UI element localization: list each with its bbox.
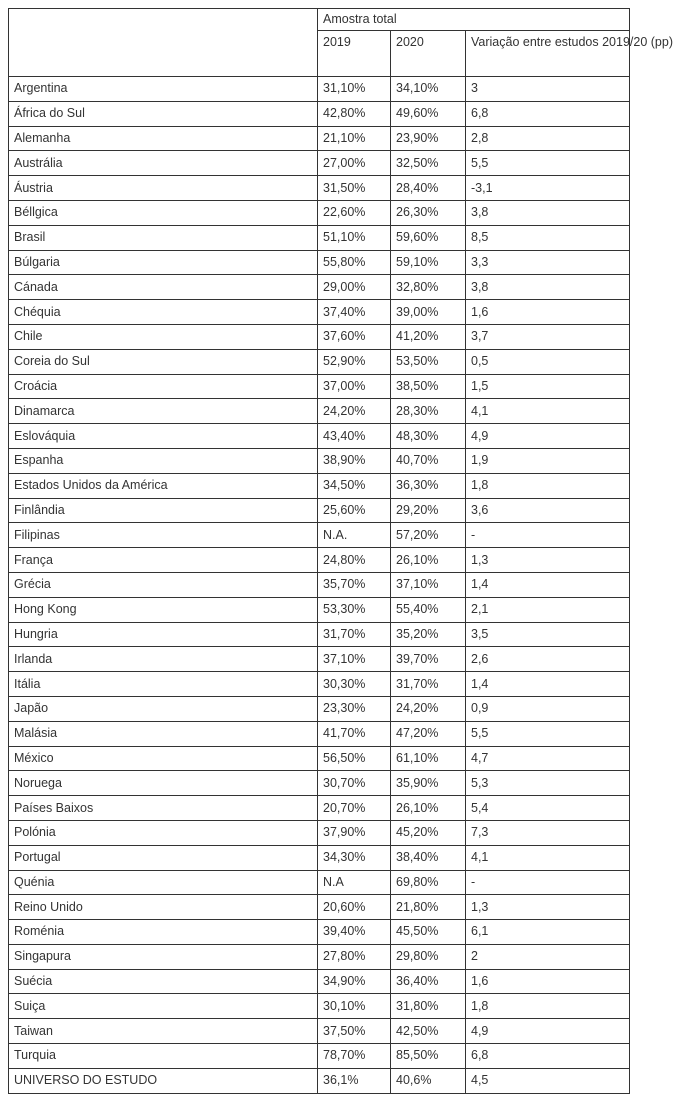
table-row xyxy=(9,548,630,573)
country-cell: Hungria xyxy=(9,622,318,647)
value-2020-cell: 29,80% xyxy=(391,944,466,969)
variation-cell: 3,7 xyxy=(466,324,630,349)
value-2019-cell: 30,70% xyxy=(318,771,391,796)
value-2019-cell: 31,10% xyxy=(318,77,391,102)
table-row xyxy=(9,151,630,176)
value-2019-cell: 55,80% xyxy=(318,250,391,275)
variation-cell: 3,6 xyxy=(466,498,630,523)
variation-cell: 2 xyxy=(466,944,630,969)
value-2019-cell: N.A. xyxy=(318,523,391,548)
variation-cell: 3 xyxy=(466,77,630,102)
value-2019-cell: 21,10% xyxy=(318,126,391,151)
value-2019-cell: 53,30% xyxy=(318,597,391,622)
value-2020-cell: 85,50% xyxy=(391,1044,466,1069)
country-cell: Brasil xyxy=(9,225,318,250)
variation-cell: 2,6 xyxy=(466,647,630,672)
value-2020-cell: 26,10% xyxy=(391,796,466,821)
value-2019-cell: 41,70% xyxy=(318,721,391,746)
value-2020-cell: 59,10% xyxy=(391,250,466,275)
table-row xyxy=(9,622,630,647)
table-row xyxy=(9,176,630,201)
country-cell: França xyxy=(9,548,318,573)
value-2019-cell: 37,50% xyxy=(318,1019,391,1044)
value-2019-cell: 56,50% xyxy=(318,746,391,771)
value-2020-cell: 32,50% xyxy=(391,151,466,176)
value-2019-cell: 43,40% xyxy=(318,424,391,449)
value-2019-cell: 31,50% xyxy=(318,176,391,201)
value-2019-cell: 39,40% xyxy=(318,920,391,945)
value-2020-cell: 69,80% xyxy=(391,870,466,895)
value-2020-cell: 53,50% xyxy=(391,349,466,374)
value-2019-cell: 29,00% xyxy=(318,275,391,300)
table-row xyxy=(9,771,630,796)
value-2020-cell: 49,60% xyxy=(391,101,466,126)
country-cell: Noruega xyxy=(9,771,318,796)
country-cell: Turquia xyxy=(9,1044,318,1069)
country-cell: Coreia do Sul xyxy=(9,349,318,374)
value-2020-cell: 39,00% xyxy=(391,300,466,325)
value-2020-cell: 26,30% xyxy=(391,200,466,225)
country-cell: Dinamarca xyxy=(9,399,318,424)
country-cell: Suécia xyxy=(9,969,318,994)
value-2019-cell: 51,10% xyxy=(318,225,391,250)
value-2020-cell: 36,30% xyxy=(391,473,466,498)
country-cell: Alemanha xyxy=(9,126,318,151)
table-row xyxy=(9,845,630,870)
country-cell: Portugal xyxy=(9,845,318,870)
country-cell: Malásia xyxy=(9,721,318,746)
value-2020-cell: 31,70% xyxy=(391,672,466,697)
value-2020-cell: 40,70% xyxy=(391,448,466,473)
country-cell: Estados Unidos da América xyxy=(9,473,318,498)
value-2019-cell: 78,70% xyxy=(318,1044,391,1069)
variation-cell: -3,1 xyxy=(466,176,630,201)
country-cell: Croácia xyxy=(9,374,318,399)
variation-cell: 2,8 xyxy=(466,126,630,151)
variation-cell: 1,6 xyxy=(466,300,630,325)
variation-cell: 3,8 xyxy=(466,200,630,225)
country-cell: Reino Unido xyxy=(9,895,318,920)
value-2020-cell: 28,40% xyxy=(391,176,466,201)
value-2019-cell: 27,00% xyxy=(318,151,391,176)
table-row xyxy=(9,77,630,102)
country-cell: Roménia xyxy=(9,920,318,945)
country-cell: Hong Kong xyxy=(9,597,318,622)
variation-cell: 4,5 xyxy=(466,1068,630,1093)
country-cell: Taiwan xyxy=(9,1019,318,1044)
group-header-cell: Amostra total xyxy=(318,9,630,31)
table-row xyxy=(9,275,630,300)
variation-cell: 2,1 xyxy=(466,597,630,622)
variation-cell: 1,3 xyxy=(466,895,630,920)
country-cell: Itália xyxy=(9,672,318,697)
variation-cell: 4,9 xyxy=(466,424,630,449)
value-2019-cell: 31,70% xyxy=(318,622,391,647)
country-cell: Espanha xyxy=(9,448,318,473)
country-cell: Chile xyxy=(9,324,318,349)
value-2019-cell: 37,00% xyxy=(318,374,391,399)
variation-cell: 0,9 xyxy=(466,696,630,721)
country-cell: Irlanda xyxy=(9,647,318,672)
table-row xyxy=(9,225,630,250)
variation-cell: 1,4 xyxy=(466,672,630,697)
country-cell: Austrália xyxy=(9,151,318,176)
country-cell: Polónia xyxy=(9,820,318,845)
value-2019-cell: 38,90% xyxy=(318,448,391,473)
header-corner-cell xyxy=(9,9,318,77)
variation-cell: 7,3 xyxy=(466,820,630,845)
country-cell: Suiça xyxy=(9,994,318,1019)
table-row xyxy=(9,200,630,225)
value-2020-cell: 37,10% xyxy=(391,572,466,597)
value-2020-cell: 48,30% xyxy=(391,424,466,449)
table-row xyxy=(9,324,630,349)
country-cell: Béllgica xyxy=(9,200,318,225)
country-cell: Grécia xyxy=(9,572,318,597)
value-2020-cell: 47,20% xyxy=(391,721,466,746)
table-row xyxy=(9,597,630,622)
table-row xyxy=(9,374,630,399)
table-row xyxy=(9,473,630,498)
value-2020-cell: 59,60% xyxy=(391,225,466,250)
table-row xyxy=(9,399,630,424)
value-2020-cell: 42,50% xyxy=(391,1019,466,1044)
value-2019-cell: 20,60% xyxy=(318,895,391,920)
country-cell: Chéquia xyxy=(9,300,318,325)
table-row xyxy=(9,870,630,895)
table-row xyxy=(9,920,630,945)
variation-cell: 1,6 xyxy=(466,969,630,994)
variation-cell: 5,3 xyxy=(466,771,630,796)
variation-cell: 1,9 xyxy=(466,448,630,473)
variation-cell: 4,9 xyxy=(466,1019,630,1044)
value-2019-cell: 27,80% xyxy=(318,944,391,969)
value-2019-cell: 35,70% xyxy=(318,572,391,597)
variation-cell: 0,5 xyxy=(466,349,630,374)
value-2019-cell: N.A xyxy=(318,870,391,895)
table-row xyxy=(9,1044,630,1069)
value-2019-cell: 37,40% xyxy=(318,300,391,325)
variation-cell: 4,1 xyxy=(466,845,630,870)
value-2019-cell: 37,60% xyxy=(318,324,391,349)
country-cell: Singapura xyxy=(9,944,318,969)
value-2020-cell: 31,80% xyxy=(391,994,466,1019)
table-row xyxy=(9,572,630,597)
value-2020-cell: 28,30% xyxy=(391,399,466,424)
table-row xyxy=(9,523,630,548)
value-2020-cell: 32,80% xyxy=(391,275,466,300)
value-2020-cell: 35,20% xyxy=(391,622,466,647)
table-row xyxy=(9,672,630,697)
value-2020-cell: 23,90% xyxy=(391,126,466,151)
value-2020-cell: 57,20% xyxy=(391,523,466,548)
table-row xyxy=(9,1068,630,1093)
table-row xyxy=(9,126,630,151)
table-row xyxy=(9,796,630,821)
value-2019-cell: 24,20% xyxy=(318,399,391,424)
value-2019-cell: 36,1% xyxy=(318,1068,391,1093)
value-2019-cell: 24,80% xyxy=(318,548,391,573)
value-2020-cell: 26,10% xyxy=(391,548,466,573)
country-cell: Países Baixos xyxy=(9,796,318,821)
variation-cell: 3,3 xyxy=(466,250,630,275)
value-2019-cell: 34,30% xyxy=(318,845,391,870)
variation-cell: 5,4 xyxy=(466,796,630,821)
value-2020-cell: 45,50% xyxy=(391,920,466,945)
value-2019-cell: 37,10% xyxy=(318,647,391,672)
country-cell: Finlândia xyxy=(9,498,318,523)
table-row xyxy=(9,498,630,523)
value-2019-cell: 30,10% xyxy=(318,994,391,1019)
value-2019-cell: 20,70% xyxy=(318,796,391,821)
value-2020-cell: 45,20% xyxy=(391,820,466,845)
country-cell: Eslováquia xyxy=(9,424,318,449)
table-row xyxy=(9,696,630,721)
header-row-group xyxy=(9,9,630,31)
country-cell: Búlgaria xyxy=(9,250,318,275)
variation-cell: 6,1 xyxy=(466,920,630,945)
table-row xyxy=(9,820,630,845)
table-row xyxy=(9,448,630,473)
table-row xyxy=(9,895,630,920)
variation-cell: - xyxy=(466,870,630,895)
value-2019-cell: 30,30% xyxy=(318,672,391,697)
table-row xyxy=(9,994,630,1019)
table-row xyxy=(9,944,630,969)
table-row xyxy=(9,250,630,275)
column-header-2020: 2020 xyxy=(391,31,466,77)
value-2020-cell: 34,10% xyxy=(391,77,466,102)
variation-cell: 6,8 xyxy=(466,1044,630,1069)
table-row xyxy=(9,746,630,771)
value-2020-cell: 55,40% xyxy=(391,597,466,622)
country-cell: Quénia xyxy=(9,870,318,895)
value-2019-cell: 52,90% xyxy=(318,349,391,374)
variation-cell: 1,8 xyxy=(466,994,630,1019)
table-row xyxy=(9,721,630,746)
value-2019-cell: 25,60% xyxy=(318,498,391,523)
value-2020-cell: 21,80% xyxy=(391,895,466,920)
country-cell: Filipinas xyxy=(9,523,318,548)
value-2020-cell: 24,20% xyxy=(391,696,466,721)
value-2020-cell: 38,50% xyxy=(391,374,466,399)
value-2020-cell: 35,90% xyxy=(391,771,466,796)
country-cell: Japão xyxy=(9,696,318,721)
variation-cell: 5,5 xyxy=(466,721,630,746)
value-2019-cell: 34,90% xyxy=(318,969,391,994)
table-row xyxy=(9,349,630,374)
value-2019-cell: 42,80% xyxy=(318,101,391,126)
country-cell: África do Sul xyxy=(9,101,318,126)
table-row xyxy=(9,969,630,994)
table-row xyxy=(9,101,630,126)
value-2020-cell: 39,70% xyxy=(391,647,466,672)
column-header-2019: 2019 xyxy=(318,31,391,77)
table-row xyxy=(9,1019,630,1044)
table-row xyxy=(9,424,630,449)
value-2019-cell: 37,90% xyxy=(318,820,391,845)
value-2020-cell: 29,20% xyxy=(391,498,466,523)
value-2020-cell: 40,6% xyxy=(391,1068,466,1093)
variation-cell: 6,8 xyxy=(466,101,630,126)
value-2019-cell: 22,60% xyxy=(318,200,391,225)
country-cell: Áustria xyxy=(9,176,318,201)
table-row xyxy=(9,647,630,672)
variation-cell: 1,8 xyxy=(466,473,630,498)
variation-cell: 1,3 xyxy=(466,548,630,573)
column-header-variation: Variação entre estudos 2019/20 (pp) xyxy=(466,31,630,77)
value-2020-cell: 36,40% xyxy=(391,969,466,994)
data-table xyxy=(8,8,673,1094)
value-2020-cell: 41,20% xyxy=(391,324,466,349)
variation-cell: 8,5 xyxy=(466,225,630,250)
country-cell: Argentina xyxy=(9,77,318,102)
value-2019-cell: 34,50% xyxy=(318,473,391,498)
value-2019-cell: 23,30% xyxy=(318,696,391,721)
value-2020-cell: 61,10% xyxy=(391,746,466,771)
value-2020-cell: 38,40% xyxy=(391,845,466,870)
variation-cell: 4,1 xyxy=(466,399,630,424)
country-cell: México xyxy=(9,746,318,771)
variation-cell: 4,7 xyxy=(466,746,630,771)
country-cell: Cánada xyxy=(9,275,318,300)
variation-cell: 5,5 xyxy=(466,151,630,176)
variation-cell: 1,4 xyxy=(466,572,630,597)
variation-cell: - xyxy=(466,523,630,548)
country-cell: UNIVERSO DO ESTUDO xyxy=(9,1068,318,1093)
table-row xyxy=(9,300,630,325)
variation-cell: 3,5 xyxy=(466,622,630,647)
variation-cell: 1,5 xyxy=(466,374,630,399)
variation-cell: 3,8 xyxy=(466,275,630,300)
